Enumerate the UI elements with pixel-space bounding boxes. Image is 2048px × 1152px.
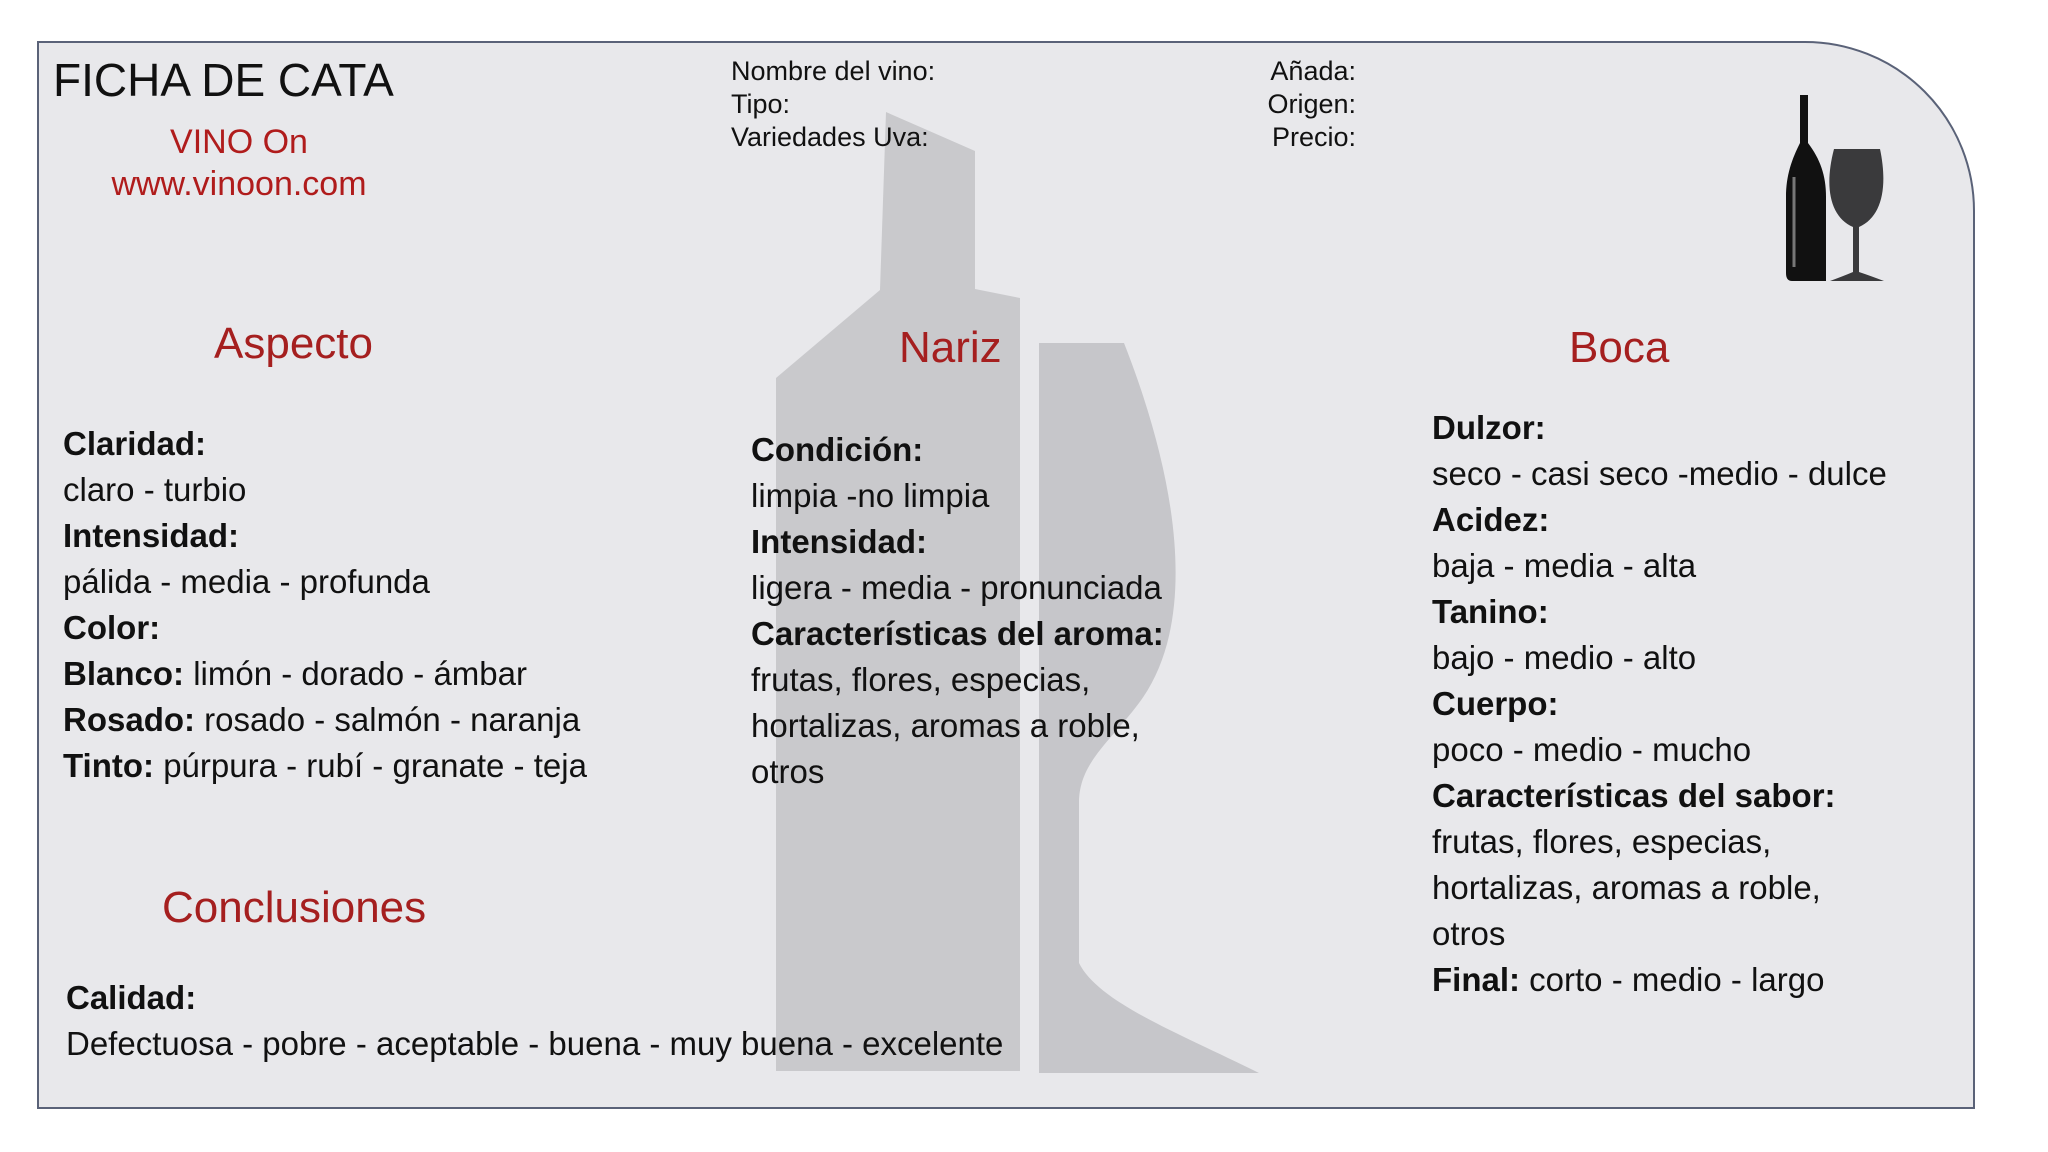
sabor-line-3: otros <box>1432 915 1506 952</box>
field-variedades: Variedades Uva: <box>731 122 929 152</box>
conclusiones-section <box>66 975 1003 1067</box>
claridad-options: claro - turbio <box>63 471 247 508</box>
aspecto-section <box>63 421 587 789</box>
page-title: FICHA DE CATA <box>53 54 394 106</box>
final-options: corto - medio - largo <box>1529 961 1825 998</box>
sabor-label: Características del sabor: <box>1432 777 1836 814</box>
color-label: Color: <box>63 609 161 646</box>
aroma-line-2: hortalizas, aromas a roble, <box>751 707 1140 744</box>
final-label: Final: <box>1432 961 1520 998</box>
nariz-section <box>751 427 1164 795</box>
claridad-label: Claridad: <box>63 425 207 462</box>
sabor-line-2: hortalizas, aromas a roble, <box>1432 869 1821 906</box>
conclusiones-heading: Conclusiones <box>162 883 427 932</box>
condicion-label: Condición: <box>751 431 924 468</box>
field-precio: Precio: <box>1271 122 1356 152</box>
calidad-options: Defectuosa - pobre - aceptable - buena - muy buena - excelente <box>66 1025 1004 1062</box>
nariz-intensidad-label: Intensidad: <box>751 523 928 560</box>
field-tipo: Tipo: <box>731 89 791 119</box>
cuerpo-label: Cuerpo: <box>1432 685 1559 722</box>
rosado-options: rosado - salmón - naranja <box>204 701 581 738</box>
blanco-options: limón - dorado - ámbar <box>193 655 527 692</box>
tinto-options: púrpura - rubí - granate - teja <box>163 747 587 784</box>
condicion-options: limpia -no limpia <box>751 477 990 514</box>
field-nombre: Nombre del vino: <box>731 56 936 86</box>
brand-block <box>79 121 399 205</box>
nariz-heading: Nariz <box>899 323 1002 372</box>
boca-section <box>1432 405 1887 1003</box>
nariz-intensidad-options: ligera - media - pronunciada <box>751 569 1162 606</box>
field-origen: Origen: <box>1267 89 1356 119</box>
aspecto-heading: Aspecto <box>214 319 373 368</box>
tasting-card <box>37 41 1975 1109</box>
aroma-line-3: otros <box>751 753 825 790</box>
field-anada: Añada: <box>1270 56 1356 86</box>
dulzor-options: seco - casi seco -medio - dulce <box>1432 455 1887 492</box>
wine-fields-left <box>731 55 935 154</box>
tanino-label: Tanino: <box>1432 593 1549 630</box>
intensidad-label: Intensidad: <box>63 517 240 554</box>
rosado-label: Rosado: <box>63 701 195 738</box>
acidez-options: baja - media - alta <box>1432 547 1697 584</box>
boca-heading: Boca <box>1569 323 1670 372</box>
aroma-label: Características del aroma: <box>751 615 1164 652</box>
wine-fields-right <box>1151 55 1356 154</box>
acidez-label: Acidez: <box>1432 501 1550 538</box>
intensidad-options: pálida - media - profunda <box>63 563 430 600</box>
cuerpo-options: poco - medio - mucho <box>1432 731 1752 768</box>
wine-bottle-glass-icon <box>1786 67 1906 287</box>
tinto-label: Tinto: <box>63 747 155 784</box>
tanino-options: bajo - medio - alto <box>1432 639 1697 676</box>
aroma-line-1: frutas, flores, especias, <box>751 661 1091 698</box>
brand-url: www.vinoon.com <box>111 165 367 203</box>
sabor-line-1: frutas, flores, especias, <box>1432 823 1772 860</box>
calidad-label: Calidad: <box>66 979 197 1016</box>
blanco-label: Blanco: <box>63 655 185 692</box>
brand-name: VINO On <box>170 123 308 161</box>
dulzor-label: Dulzor: <box>1432 409 1546 446</box>
